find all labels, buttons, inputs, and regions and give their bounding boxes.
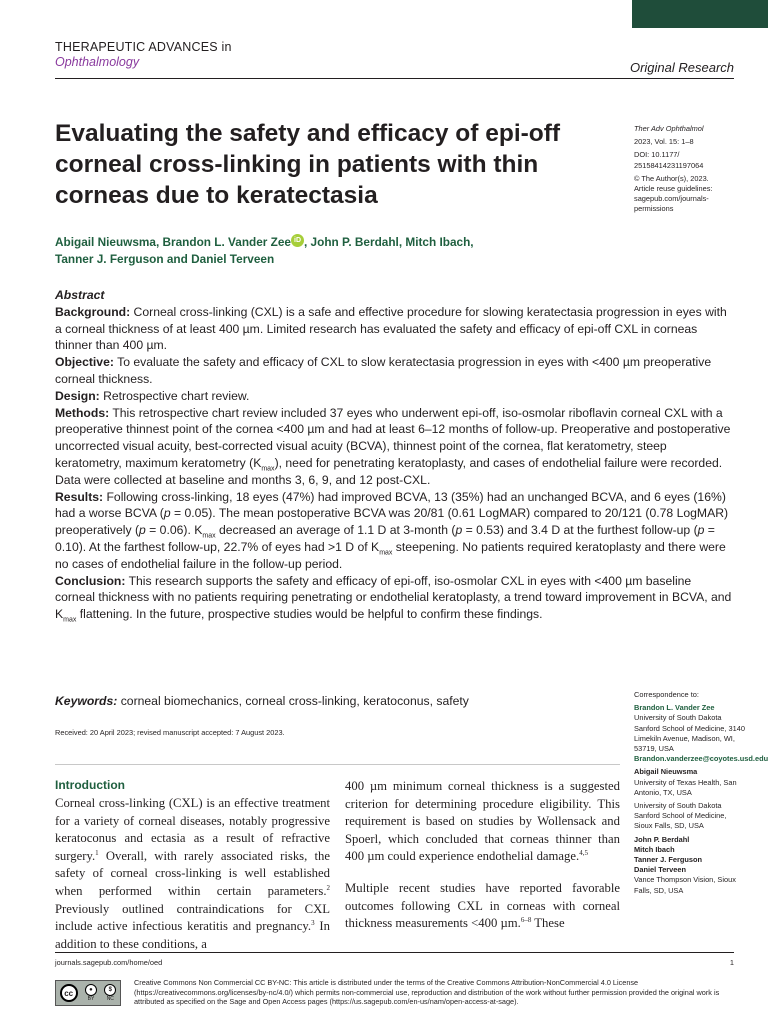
cc-by-label: BY	[87, 996, 95, 1002]
paragraph: 400 µm minimum corneal thickness is a suggested criterion for determining procedure eligibility. This requirement is based on studies by Wollensack and Spoerl, which concluded that corneas thinner than 400 µm could experience endothelial damage.$^{4,5}$	[345, 779, 620, 864]
paragraph: Multiple recent studies have reported favorable outcomes following CXL in corneas with corneal thickness measurements <400 µm.$^{6-8}$ These	[345, 880, 620, 931]
abstract	[55, 287, 732, 623]
body-column-right	[345, 778, 620, 947]
abstract-conclusion: Conclusion: This research supports the safety and efficacy of epi-off, iso-osmolar CXL in eyes with <400 µm baseline corneal thickness with no patients requiring penetrating or endothelial keratoplasty, a trend toward improvement in BCVA, and $K_{max}$ flattening. In the future, prospective studies would be helpful to confirm these findings.	[55, 573, 732, 624]
article-metadata	[634, 124, 744, 218]
section-heading-introduction: Introduction	[55, 778, 125, 792]
author-list	[55, 234, 575, 268]
email-link[interactable]: Brandon.vanderzee@coyotes.usd.edu	[634, 754, 768, 764]
reference-link[interactable]: 4,5	[579, 849, 588, 858]
reference-link[interactable]: 1	[95, 848, 99, 857]
journal-name: THERAPEUTIC ADVANCES in	[55, 40, 232, 54]
volume-info: 2023, Vol. 15: 1–8	[634, 137, 694, 147]
abstract-objective: Objective: To evaluate the safety and efficacy of CXL to slow keratectasia progression in eyes with <400 µm preoperative corneal thickness.	[55, 355, 712, 386]
correspondence-label: Correspondence to:	[634, 690, 699, 699]
orcid-icon[interactable]: iD	[291, 234, 304, 247]
received-dates: Received: 20 April 2023; revised manuscript accepted: 7 August 2023.	[55, 728, 285, 737]
page-number: 1	[729, 958, 734, 967]
journal-url[interactable]: journals.sagepub.com/home/oed	[55, 958, 163, 967]
journal-subtitle: Ophthalmology	[55, 55, 140, 69]
correspondence-block: Correspondence to: Brandon L. Vander Zee University of South Dakota Sanford School of Medicine, 3140 Limekiln Avenue, Madison, WI, 53719, USA Brandon.vanderzee@coyotes.usd.edu Abigail Nieuwsma University of Texas Health, San Antonio, TX, USA University of South Dakota Sanford School of Medicine, Sioux Falls, SD, USA John P. Berdahl Mitch Ibach Tanner J. Ferguson Daniel Terveen Vance Thompson Vision, Sioux Falls, SD, USA	[634, 690, 768, 895]
cc-icon: cc	[60, 984, 78, 1002]
no-dollar-icon: $	[104, 984, 116, 996]
abstract-background: Background: Corneal cross-linking (CXL) is a safe and effective procedure for slowing keratectasia progression in eyes with a corneal thickness of at least 400 µm. Limited research has evaluated the safety and efficacy of epi-off CXL in corneas thinner than 400 µm.	[55, 304, 727, 353]
header-divider	[55, 78, 734, 79]
authors-line1b: , John P. Berdahl, Mitch Ibach,	[304, 235, 474, 249]
copyright: © The Author(s), 2023. Article reuse guidelines: sagepub.com/journals- permissions	[634, 173, 713, 214]
person-icon: ●	[85, 984, 97, 996]
header-color-tab	[632, 0, 768, 28]
abstract-methods: Methods: This retrospective chart review included 37 eyes who underwent epi-off, iso-osmolar riboflavin corneal CXL with a preoperative thinnest point of the cornea <400 µm and had at least 6–12 months of follow-up. Preoperative and postoperative uncorrected visual acuity, best-corrected visual acuity (BCVA), thinnest point of the cornea, flat keratometry, steep keratometry, maximum keratometry $(K_{max})$, need for penetrating keratoplasty, and cases of endothelial failure were recorded. Data were collected at baseline and months 3, 6, 9, and 12 post-CXL.	[55, 405, 731, 487]
abstract-results: Results: Following cross-linking, 18 eyes (47%) had improved BCVA, 13 (35%) had an unchanged BCVA, and 6 eyes (16%) had a worse BCVA (p = 0.05). The mean postoperative BCVA was 20/81 (0.61 LogMAR) compared to 20/121 (0.78 LogMAR) preoperatively (p = 0.06). $K_{max}$ decreased an average of 1.1 D at 3-month (p = 0.53) and 3.4 D at the furthest follow-up (p = 0.10). At the farthest follow-up, 22.7% of eyes had >1 D of $K_{max}$ steepening. No patients required keratoplasty and there were no cases of endothelial failure in the follow-up period.	[55, 489, 729, 571]
body-divider	[55, 764, 620, 765]
body-column-left: Corneal cross-linking (CXL) is an effective treatment for a variety of corneal diseases, notably progressive keratoconus and ectasia as a result of refractive surgery.$^1$ Overall, with rarely associated risks, the safety of corneal cross-linking is well established when performed within certain parameters.$^2$ Previously outlined contraindications for CXL include active infectious keratitis and pregnancy.$^3$ In addition to these conditions, a	[55, 796, 330, 951]
license-text: Creative Commons Non Commercial CC BY-NC: This article is distributed under the terms of the Creative Commons Attribution-NonCommercial 4.0 License (https://creativecommons.org/licenses/by-nc/4.0/) which permits non-commercial use, reproduction and distribution of the work without further permission provided the original work is attributed as specified on the Sage and Open Access pages (https://us.sagepub.com/en-us/nam/open-access-at-sage).	[134, 978, 720, 1007]
corresponding-author: Brandon L. Vander Zee	[634, 703, 715, 713]
footer-divider	[55, 952, 734, 953]
abstract-title: Abstract	[55, 288, 105, 302]
journal-abbreviation: Ther Adv Ophthalmol	[634, 124, 704, 133]
authors-line1: Abigail Nieuwsma, Brandon L. Vander Zee	[55, 235, 291, 249]
authors-line2: Tanner J. Ferguson and Daniel Terveen	[55, 252, 275, 266]
reference-link[interactable]: 2	[326, 883, 330, 892]
creative-commons-icon	[55, 980, 121, 1006]
reference-link[interactable]: 6–8	[520, 915, 532, 924]
abstract-design: Design: Retrospective chart review.	[55, 388, 250, 403]
article-title: Evaluating the safety and efficacy of epi-off corneal cross-linking in patients with thin corneas due to keratectasia	[55, 120, 561, 209]
doi: DOI: 10.1177/ 25158414231197064	[634, 150, 704, 170]
reference-link[interactable]: 3	[311, 918, 315, 927]
section-type: Original Research	[629, 60, 734, 75]
cc-nc-label: NC	[106, 996, 114, 1002]
keywords: Keywords: corneal biomechanics, corneal cross-linking, keratoconus, safety	[55, 694, 469, 708]
